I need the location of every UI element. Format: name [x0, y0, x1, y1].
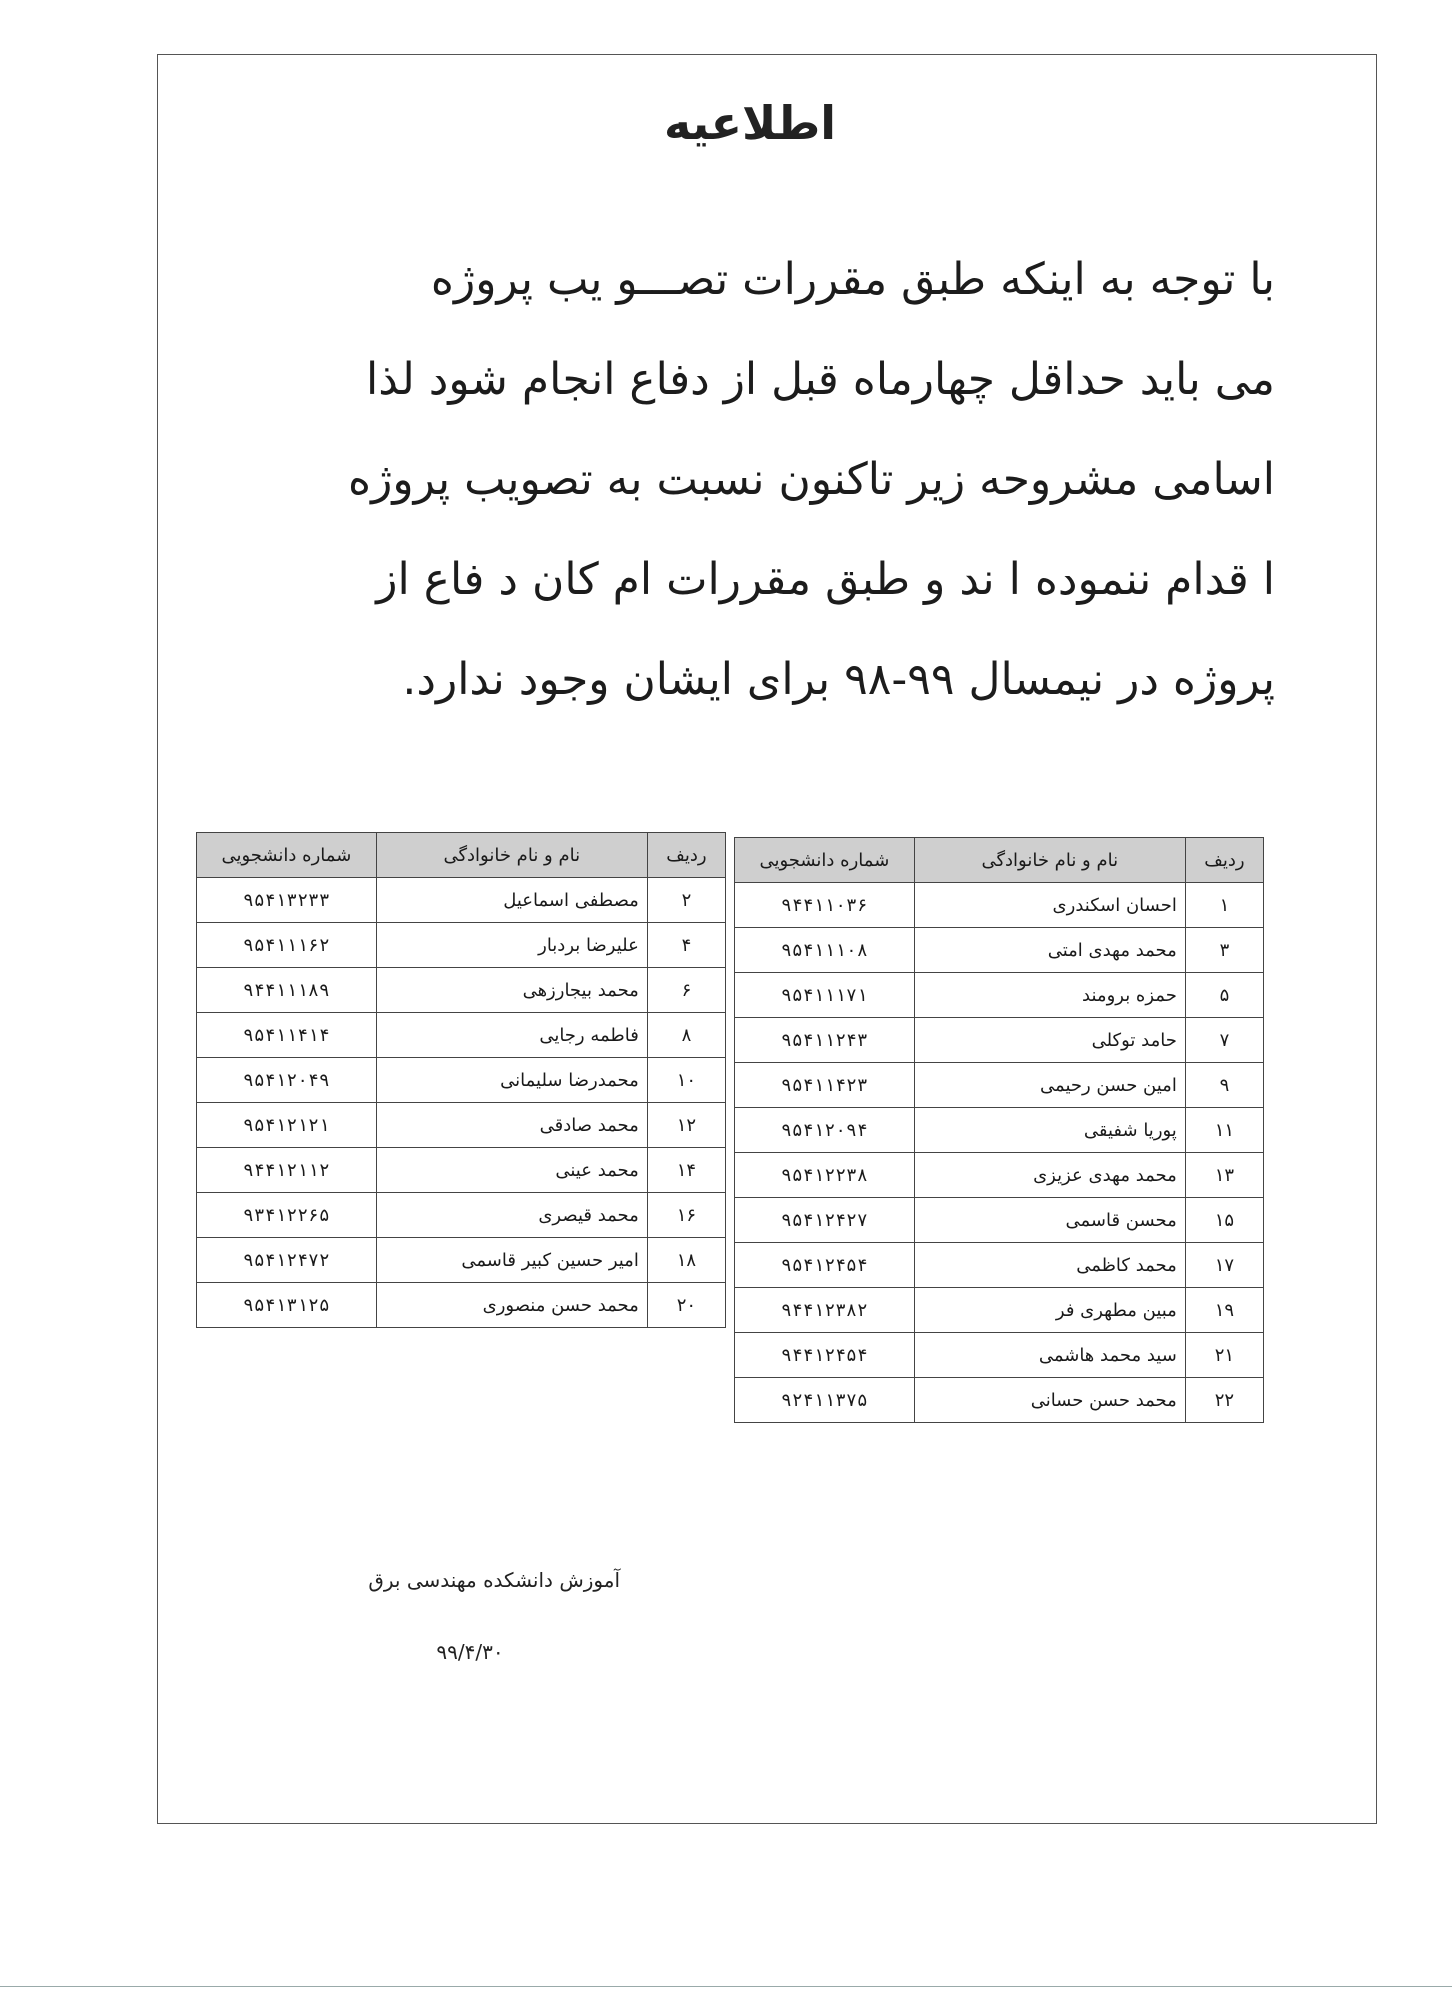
table-row — [735, 1288, 1264, 1333]
row-number-cell: ۷ — [1185, 1018, 1263, 1063]
student-name-cell: محمد حسن منصوری — [376, 1283, 647, 1328]
student-name-cell: مصطفی اسماعیل — [376, 878, 647, 923]
student-id-cell: ۹۵۴۱۲۴۲۷ — [735, 1198, 915, 1243]
student-id-cell: ۹۵۴۱۳۲۳۳ — [197, 878, 377, 923]
student-id-cell: ۹۵۴۱۲۰۴۹ — [197, 1058, 377, 1103]
student-id-cell: ۹۴۴۱۱۰۳۶ — [735, 883, 915, 928]
table-row — [197, 1238, 726, 1283]
student-id-cell: ۹۴۴۱۲۴۵۴ — [735, 1333, 915, 1378]
row-number-cell: ۱۲ — [647, 1103, 725, 1148]
row-number-cell: ۱۱ — [1185, 1108, 1263, 1153]
student-id-cell: ۹۵۴۱۱۴۲۳ — [735, 1063, 915, 1108]
row-number-cell: ۱۶ — [647, 1193, 725, 1238]
student-id-cell: ۹۵۴۱۱۱۷۱ — [735, 973, 915, 1018]
student-name-cell: سید محمد هاشمی — [914, 1333, 1185, 1378]
student-id-cell: ۹۵۴۱۱۱۶۲ — [197, 923, 377, 968]
row-number-cell: ۸ — [647, 1013, 725, 1058]
student-id-cell: ۹۵۴۱۲۴۵۴ — [735, 1243, 915, 1288]
student-name-cell: محمد قیصری — [376, 1193, 647, 1238]
student-id-cell: ۹۵۴۱۱۲۴۳ — [735, 1018, 915, 1063]
header-row-number: ردیف — [1185, 838, 1263, 883]
student-name-cell: محمد حسن حسانی — [914, 1378, 1185, 1423]
student-id-cell: ۹۵۴۱۲۰۹۴ — [735, 1108, 915, 1153]
student-name-cell: محمد عینی — [376, 1148, 647, 1193]
student-name-cell: مبین مطهری فر — [914, 1288, 1185, 1333]
row-number-cell: ۲۰ — [647, 1283, 725, 1328]
paragraph-line: می باید حداقل چهارماه قبل از دفاع انجام شود لذا — [366, 354, 1275, 405]
students-table-left — [196, 832, 726, 1328]
table-row — [735, 1018, 1264, 1063]
paragraph-line: با توجه به اینکه طبق مقررات تصـــو یب پروژه — [430, 254, 1275, 305]
student-name-cell: محمدرضا سلیمانی — [376, 1058, 647, 1103]
table-row — [197, 923, 726, 968]
table-row — [735, 1153, 1264, 1198]
row-number-cell: ۱۸ — [647, 1238, 725, 1283]
students-table-right — [734, 837, 1264, 1423]
student-name-cell: محمد کاظمی — [914, 1243, 1185, 1288]
issuing-office: آموزش دانشکده مهندسی برق — [368, 1568, 620, 1592]
table-row — [735, 1243, 1264, 1288]
table-header-row — [197, 833, 726, 878]
student-id-cell: ۹۵۴۱۱۱۰۸ — [735, 928, 915, 973]
row-number-cell: ۹ — [1185, 1063, 1263, 1108]
student-name-cell: حامد توکلی — [914, 1018, 1185, 1063]
row-number-cell: ۱۷ — [1185, 1243, 1263, 1288]
row-number-cell: ۲ — [647, 878, 725, 923]
row-number-cell: ۴ — [647, 923, 725, 968]
table-row — [197, 1103, 726, 1148]
student-name-cell: احسان اسکندری — [914, 883, 1185, 928]
row-number-cell: ۱۳ — [1185, 1153, 1263, 1198]
student-name-cell: علیرضا بردبار — [376, 923, 647, 968]
header-student-id: شماره دانشجویی — [197, 833, 377, 878]
student-id-cell: ۹۴۴۱۱۱۸۹ — [197, 968, 377, 1013]
student-id-cell: ۹۳۴۱۲۲۶۵ — [197, 1193, 377, 1238]
paragraph-line: ا قدام ننموده ا ند و طبق مقررات ام کان د فاع از — [376, 554, 1275, 605]
student-name-cell: محمد بیجارزهی — [376, 968, 647, 1013]
table-header-row — [735, 838, 1264, 883]
table-row — [197, 1013, 726, 1058]
student-name-cell: فاطمه رجایی — [376, 1013, 647, 1058]
notice-paragraph — [270, 230, 1275, 730]
header-student-id: شماره دانشجویی — [735, 838, 915, 883]
table-row — [197, 1148, 726, 1193]
row-number-cell: ۱۴ — [647, 1148, 725, 1193]
table-row — [735, 1378, 1264, 1423]
student-name-cell: محمد مهدی امتی — [914, 928, 1185, 973]
row-number-cell: ۵ — [1185, 973, 1263, 1018]
paragraph-line: پروژه در نیمسال ۹۹-۹۸ برای ایشان وجود ندارد. — [402, 654, 1275, 705]
table-row — [735, 1333, 1264, 1378]
student-id-cell: ۹۵۴۱۲۲۳۸ — [735, 1153, 915, 1198]
header-full-name: نام و نام خانوادگی — [914, 838, 1185, 883]
table-row — [735, 1063, 1264, 1108]
issue-date: ۹۹/۴/۳۰ — [436, 1640, 504, 1664]
student-name-cell: امیر حسین کبیر قاسمی — [376, 1238, 647, 1283]
student-name-cell: محمد صادقی — [376, 1103, 647, 1148]
student-id-cell: ۹۵۴۱۲۴۷۲ — [197, 1238, 377, 1283]
row-number-cell: ۱۹ — [1185, 1288, 1263, 1333]
table-row — [735, 928, 1264, 973]
row-number-cell: ۳ — [1185, 928, 1263, 973]
row-number-cell: ۶ — [647, 968, 725, 1013]
paragraph-line: اسامی مشروحه زیر تاکنون نسبت به تصویب پروژه — [348, 454, 1275, 505]
table-row — [197, 1058, 726, 1103]
row-number-cell: ۲۱ — [1185, 1333, 1263, 1378]
student-id-cell: ۹۵۴۱۳۱۲۵ — [197, 1283, 377, 1328]
student-id-cell: ۹۴۴۱۲۳۸۲ — [735, 1288, 915, 1333]
header-full-name: نام و نام خانوادگی — [376, 833, 647, 878]
student-name-cell: حمزه برومند — [914, 973, 1185, 1018]
row-number-cell: ۱ — [1185, 883, 1263, 928]
notice-title: اطلاعیه — [663, 96, 837, 150]
student-name-cell: امین حسن رحیمی — [914, 1063, 1185, 1108]
row-number-cell: ۱۵ — [1185, 1198, 1263, 1243]
student-name-cell: پوریا شفیقی — [914, 1108, 1185, 1153]
student-id-cell: ۹۴۴۱۲۱۱۲ — [197, 1148, 377, 1193]
table-row — [197, 1283, 726, 1328]
student-id-cell: ۹۲۴۱۱۳۷۵ — [735, 1378, 915, 1423]
student-id-cell: ۹۵۴۱۲۱۲۱ — [197, 1103, 377, 1148]
header-row-number: ردیف — [647, 833, 725, 878]
student-name-cell: محمد مهدی عزیزی — [914, 1153, 1185, 1198]
table-row — [735, 883, 1264, 928]
student-id-cell: ۹۵۴۱۱۴۱۴ — [197, 1013, 377, 1058]
row-number-cell: ۲۲ — [1185, 1378, 1263, 1423]
table-row — [197, 1193, 726, 1238]
table-row — [197, 878, 726, 923]
table-row — [735, 1108, 1264, 1153]
table-row — [735, 1198, 1264, 1243]
table-row — [735, 973, 1264, 1018]
row-number-cell: ۱۰ — [647, 1058, 725, 1103]
student-name-cell: محسن قاسمی — [914, 1198, 1185, 1243]
table-row — [197, 968, 726, 1013]
scan-edge-line — [0, 1986, 1452, 1987]
